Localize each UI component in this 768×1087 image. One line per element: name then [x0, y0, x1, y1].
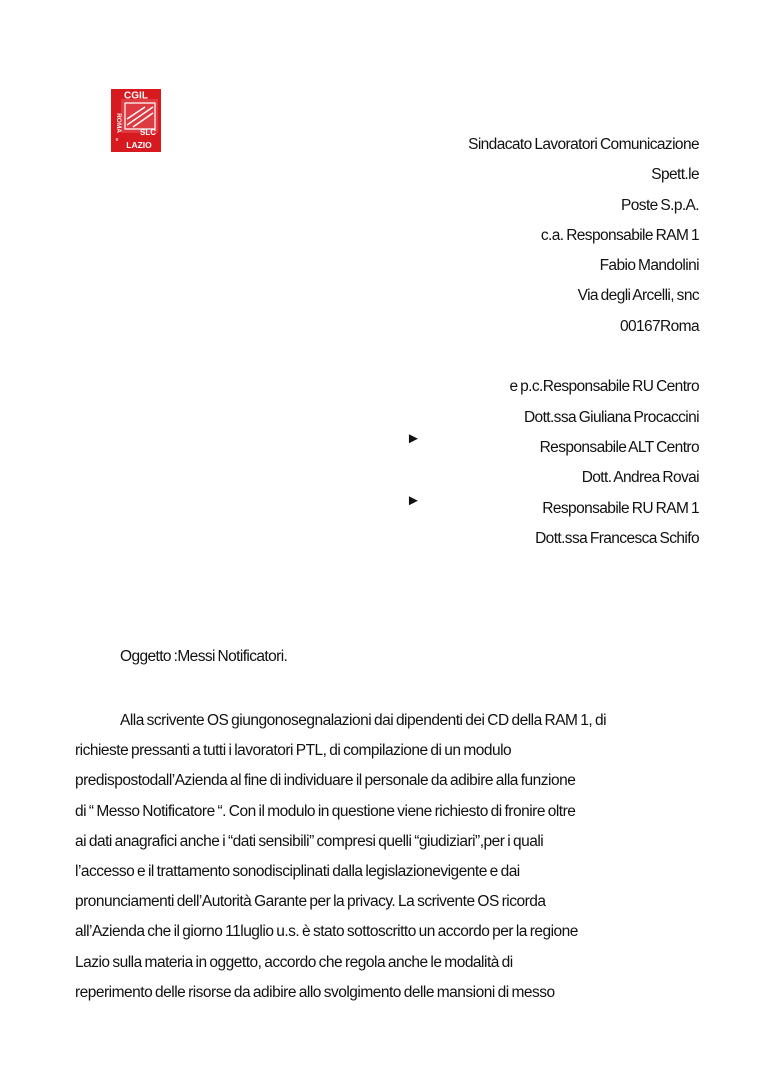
sender-line: Sindacato Lavoratori Comunicazione: [468, 136, 699, 153]
body-line: ai dati anagrafici anche i “dati sensibili” compresi quelli “giudiziari”,per i quali: [75, 832, 544, 850]
body-line: pronunciamenti dell’Autorità Garante per la privacy. La scrivente OS ricorda: [75, 893, 546, 911]
bullet-arrow-icon: ►: [406, 430, 421, 447]
cc-line: Dott. Andrea Rovai: [581, 469, 699, 487]
body-line: predispostodall’Azienda al fine di individuare il personale da adibire alla funzione: [75, 772, 576, 790]
body-line: l’accesso e il trattamento sonodisciplinati dalla legislazionevigente e dai: [75, 862, 520, 880]
cc-line: Dott.ssa Francesca Schifo: [535, 529, 699, 547]
logo-amp-text: e: [115, 137, 119, 143]
body-line: richieste pressanti a tutti i lavoratori PTL, di compilazione di un modulo: [75, 742, 512, 760]
cc-line: Responsabile RU RAM 1: [542, 499, 699, 517]
body-line: reperimento delle risorse da adibire allo svolgimento delle mansioni di messo: [75, 983, 555, 1001]
address-line: c.a. Responsabile RAM 1: [540, 226, 699, 244]
address-line: Poste S.p.A.: [621, 196, 699, 214]
address-line: Spett.le: [651, 166, 699, 184]
bullet-arrow-icon: ►: [406, 492, 421, 509]
address-line: Fabio Mandolini: [599, 257, 699, 275]
logo-mid-text: SLC: [140, 128, 156, 137]
letter-body: [75, 706, 715, 1008]
body-line: all’Azienda che il giorno 11luglio u.s. è stato sottoscritto un accordo per la regione: [75, 923, 578, 941]
address-line: 00167Roma: [619, 317, 699, 335]
logo-top-text: CGIL: [124, 90, 148, 102]
cc-line: Dott.ssa Giuliana Procaccini: [523, 408, 699, 426]
body-line: Alla scrivente OS giungonosegnalazioni dai dipendenti dei CD della RAM 1, di: [120, 712, 607, 729]
cc-line: Responsabile ALT Centro: [539, 438, 699, 456]
cc-line: e p.c.Responsabile RU Centro: [509, 378, 699, 396]
address-block: [279, 130, 699, 554]
body-line: Lazio sulla materia in oggetto, accordo che regola anche le modalità di: [75, 953, 513, 971]
letter-subject: Oggetto :Messi Notificatori.: [120, 648, 288, 665]
body-line: di “ Messo Notificatore “. Con il modulo in questione viene richiesto di fronire oltre: [75, 802, 576, 820]
address-line: Via degli Arcelli, snc: [577, 287, 699, 305]
cgil-slc-logo: [111, 89, 161, 152]
logo-side-text: ROMA: [115, 113, 122, 133]
logo-bottom-text: LAZIO: [126, 140, 152, 150]
